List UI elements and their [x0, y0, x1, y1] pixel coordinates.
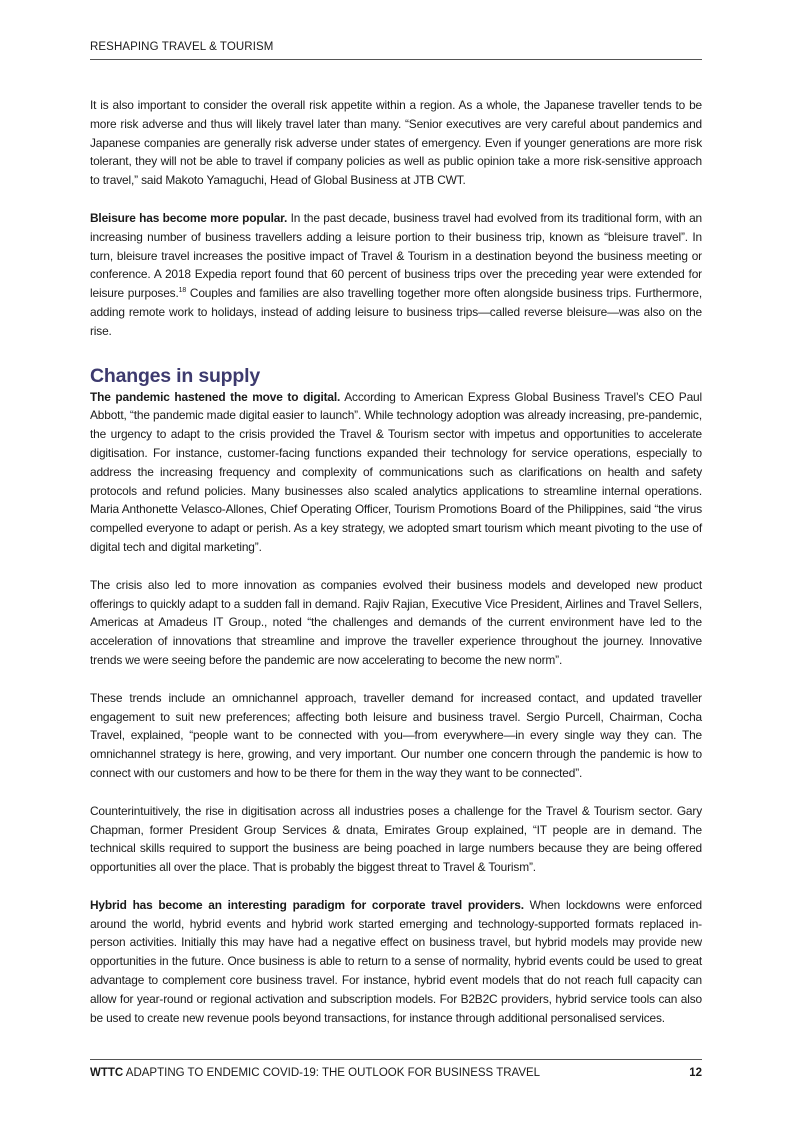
paragraph-body-digital: According to American Express Global Business Travel’s CEO Paul Abbott, “the pandemic made digital easier to launch”. While technology adoption was already increasing, pre-pandemic, the urgency to adapt to the crisis provided the Travel & Tourism sector with impetus and opportunities to accelerate digitisation. For instance, customer-facing functions expanded their technology for service operations, especially to address the increasing frequency and complexity of communications such as clarifications on health and safety protocols and refund policies. Many businesses also scaled analytics applications to streamline internal operations. Maria Anthonette Velasco-Allones, Chief Operating Officer, Tourism Promotions Board of the Philippines, said “the virus compelled everyone to adapt or perish. As a key strategy, we adopted smart tourism which meant pivoting to the use of digital tech and digital marketing”.	[90, 389, 702, 554]
paragraph-lead-hybrid: Hybrid has become an interesting paradigm for corporate travel providers.	[90, 897, 524, 912]
footer-brand: WTTC	[90, 1067, 124, 1079]
paragraph-bleisure	[90, 209, 702, 341]
page-footer	[90, 1067, 702, 1079]
paragraph-body-hybrid: When lockdowns were enforced around the world, hybrid events and hybrid work started emerging and technology-supported formats replaced in-person activities. Initially this may have had a negative effect on business travel, but hybrid models may provide new opportunities in the future. Once business is able to return to a sense of normality, hybrid events could be used to great advantage to complement core business travel. For instance, hybrid event models that do not reach full capacity can allow for year-round or regional activation and subscription models. For B2B2C providers, hybrid service tools can also be used to create new revenue pools beyond transactions, for instance through additional personalised services.	[90, 897, 702, 1025]
header-divider	[90, 59, 702, 60]
footnote-marker: 18	[178, 287, 187, 295]
paragraph-digital	[90, 388, 702, 557]
running-header: RESHAPING TRAVEL & TOURISM	[90, 41, 274, 53]
paragraph-innovation: The crisis also led to more innovation as companies evolved their business models and developed new product offerings to quickly adapt to a sudden fall in demand. Rajiv Rajian, Executive Vice President, Airlines and Travel Sellers, Americas at Amadeus IT Group., noted “the challenges and demands of the current environment have led to the acceleration of innovations that streamline and improve the traveller experience throughout the journey. Innovative trends we were seeing before the pandemic are now accelerating to become the new norm”.	[90, 577, 702, 667]
paragraph-body-bleisure: In the past decade, business travel had evolved from its traditional form, with an increasing number of business travellers adding a leisure portion to their business trip, known as “bleisure travel”. In turn, bleisure travel increases the positive impact of Travel & Tourism in a destination beyond the business meeting or conference. A 2018 Expedia report found that 60 percent of business trips over the preceding year were extended for leisure purposes.	[90, 210, 703, 301]
footer-divider	[90, 1059, 702, 1060]
page-number: 12	[689, 1067, 702, 1079]
paragraph-digitisation-challenge: Counterintuitively, the rise in digitisation across all industries poses a challenge for the Travel & Tourism sector. Gary Chapman, former President Group Services & dnata, Emirates Group explained, “IT people are in demand. The technical skills required to support the business are being poached in large numbers because they are being offered opportunities all over the place. That is probably the biggest threat to Travel & Tourism”.	[90, 803, 702, 875]
paragraph-lead-digital: The pandemic hastened the move to digital.	[90, 389, 341, 404]
paragraph-tail-bleisure: Couples and families are also travelling together more often alongside business trips. Furthermore, adding remote work to holidays, instead of adding leisure to business trips—called reverse bleisure—was also on the rise.	[90, 286, 702, 338]
footer-document-title: ADAPTING TO ENDEMIC COVID-19: THE OUTLOOK FOR BUSINESS TRAVEL	[123, 1067, 541, 1079]
footer-title	[90, 1067, 540, 1079]
section-heading: Changes in supply	[90, 364, 260, 387]
paragraph-lead-bleisure: Bleisure has become more popular.	[90, 210, 288, 225]
paragraph-omnichannel: These trends include an omnichannel approach, traveller demand for increased contact, and updated traveller engagement to suit new preferences; affecting both leisure and business travel. Sergio Purcell, Chairman, Cocha Travel, explained, “people want to be connected with you—from everywhere—in every single way they can. The omnichannel strategy is here, growing, and very important. Our number one concern through the pandemic is how to connect with our customers and how to be there for them in the way they want to be connected”.	[90, 690, 702, 780]
paragraph-risk-appetite: It is also important to consider the overall risk appetite within a region. As a whole, the Japanese traveller tends to be more risk adverse and thus will likely travel later than many. “Senior executives are very careful about pandemics and Japanese companies are generally risk adverse under states of emergency. Even if younger generations are more risk tolerant, they will not be able to travel if company policies as well as public opinion take a more risk-sensitive approach to travel,” said Makoto Yamaguchi, Head of Global Business at JTB CWT.	[90, 98, 702, 188]
main-content	[90, 96, 702, 1046]
paragraph-hybrid	[90, 896, 702, 1028]
